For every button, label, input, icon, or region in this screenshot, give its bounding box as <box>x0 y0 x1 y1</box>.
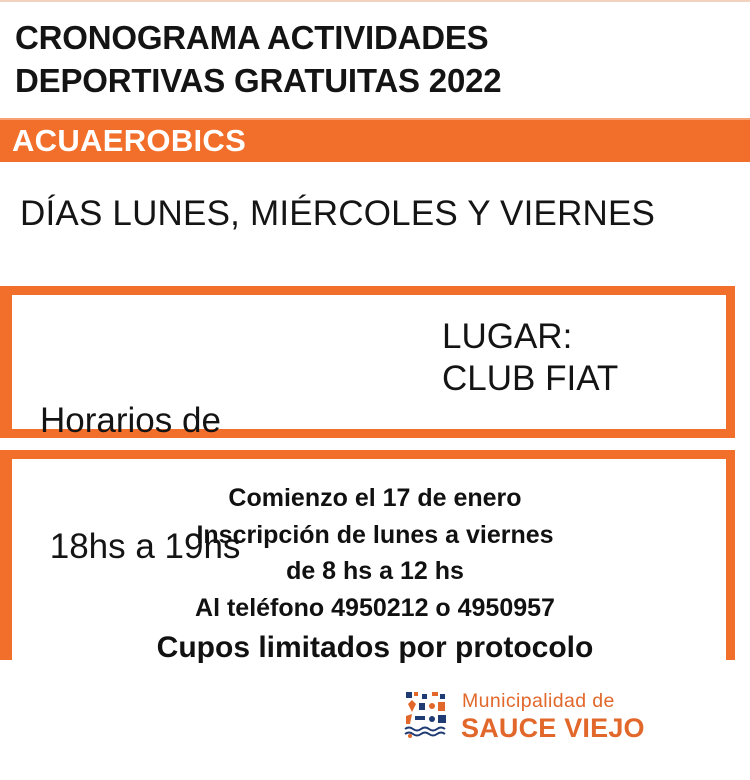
org-name-line-2: SAUCE VIEJO <box>461 713 645 743</box>
title-line-2: DEPORTIVAS GRATUITAS 2022 <box>15 62 502 99</box>
hours-line-1: Horarios de <box>40 401 221 440</box>
registration-info <box>20 480 730 670</box>
page-title <box>15 16 735 102</box>
capacity-notice: Cupos limitados por protocolo <box>156 631 594 664</box>
phone-numbers: Al teléfono 4950212 o 4950957 <box>195 593 555 622</box>
place-label: LUGAR: <box>442 317 573 356</box>
schedule-days: DÍAS LUNES, MIÉRCOLES Y VIERNES <box>20 194 656 233</box>
activity-name: ACUAEROBICS <box>12 123 247 158</box>
municipality-emblem-icon <box>402 688 450 740</box>
municipality-logo <box>402 688 702 744</box>
place-block <box>442 316 618 400</box>
start-date: Comienzo el 17 de enero <box>228 484 522 512</box>
activity-banner <box>0 118 750 162</box>
registration-days: Inscripción de lunes a viernes <box>196 520 554 549</box>
title-line-1: CRONOGRAMA ACTIVIDADES <box>15 19 489 56</box>
org-name-line-1: Municipalidad de <box>462 690 615 712</box>
place-value: CLUB FIAT <box>442 359 619 398</box>
registration-hours: de 8 hs a 12 hs <box>286 557 464 585</box>
top-divider <box>0 0 750 8</box>
hours-line-2: 18hs a 19hs <box>40 527 241 566</box>
